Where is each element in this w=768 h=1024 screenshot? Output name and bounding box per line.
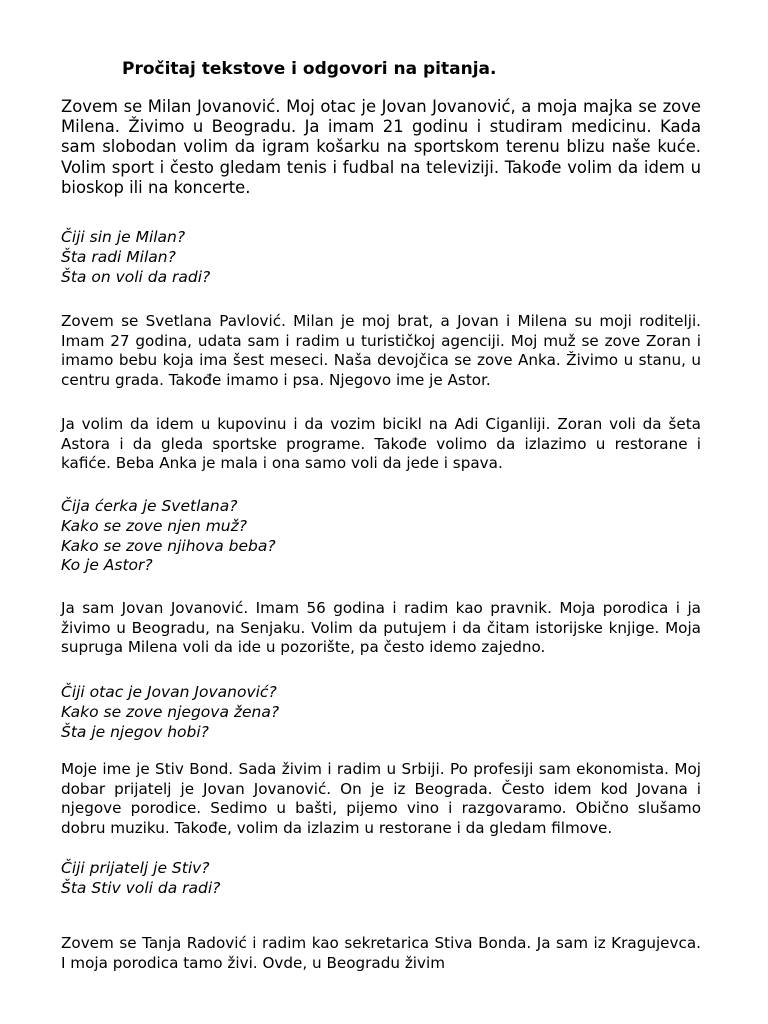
question: Šta radi Milan? — [61, 247, 176, 266]
question: Čiji sin je Milan? — [61, 228, 186, 246]
question: Ko je Astor? — [61, 556, 153, 575]
paragraph-milan: Zovem se Milan Jovanović. Moj otac je Jovan Jovanović, a moja majka se zove Milena. Živimo u Beogradu. Ja imam 21 godinu i studiram medicinu. Kada sam slobodan volim da igram košarku na sportskom terenu blizu naše kuće. Volim sport i često gledam tenis i fudbal na televiziji. Takođe volim da idem u bioskop ili na koncerte. — [61, 97, 701, 197]
paragraph-svetlana-2: Ja volim da idem u kupovinu i da vozim bicikl na Adi Ciganliji. Zoran voli da šeta Astora i da gleda sportske programe. Takođe volimo da izlazimo u restorane i kafiće. Beba Anka je mala i ona samo voli da jede i spava. — [61, 415, 701, 473]
question: Kako se zove njihova beba? — [61, 536, 276, 555]
question: Čija ćerka je Svetlana? — [61, 497, 238, 515]
paragraph-stiv: Moje ime je Stiv Bond. Sada živim i radim u Srbiji. Po profesiji sam ekonomista. Moj dobar prijatelj je Jovan Jovanović. On je iz Beograda. Često idem kod Jovana i njegove porodice. Sedimo u bašti, pijemo vino i razgovaramo. Obično slušamo dobru muziku. Takođe, volim da izlazim u restorane i da gledam filmove. — [61, 760, 701, 838]
question: Šta Stiv voli da radi? — [61, 878, 221, 897]
question: Šta on voli da radi? — [61, 267, 211, 286]
page-title: Pročitaj tekstove i odgovori na pitanja. — [122, 59, 497, 79]
question: Kako se zove njegova žena? — [61, 702, 280, 721]
questions-stiv — [61, 859, 701, 899]
paragraph-jovan: Ja sam Jovan Jovanović. Imam 56 godina i radim kao pravnik. Moja porodica i ja živimo u Beogradu, na Senjaku. Volim da putujem i da čitam istorijske knjige. Moja supruga Milena voli da ide u pozorište, pa često idemo zajedno. — [61, 599, 701, 657]
paragraph-tanja: Zovem se Tanja Radović i radim kao sekretarica Stiva Bonda. Ja sam iz Kragujevca. I moja porodica tamo živi. Ovde, u Beogradu živim — [61, 934, 701, 972]
question: Šta je njegov hobi? — [61, 722, 209, 741]
paragraph-svetlana-1: Zovem se Svetlana Pavlović. Milan je moj brat, a Jovan i Milena su moji roditelji. Imam 27 godina, udata sam i radim u turističkoj agenciji. Moj muž se zove Zoran i imamo bebu koja ima šest meseci. Naša devojčica se zove Anka. Živimo u stanu, u centru grada. Takođe imamo i psa. Njegovo ime je Astor. — [61, 312, 701, 390]
question: Čiji prijatelj je Stiv? — [61, 859, 210, 877]
questions-milan — [61, 228, 701, 287]
question: Kako se zove njen muž? — [61, 516, 247, 535]
question: Čiji otac je Jovan Jovanović? — [61, 683, 277, 701]
questions-jovan — [61, 683, 701, 742]
questions-svetlana — [61, 497, 701, 576]
